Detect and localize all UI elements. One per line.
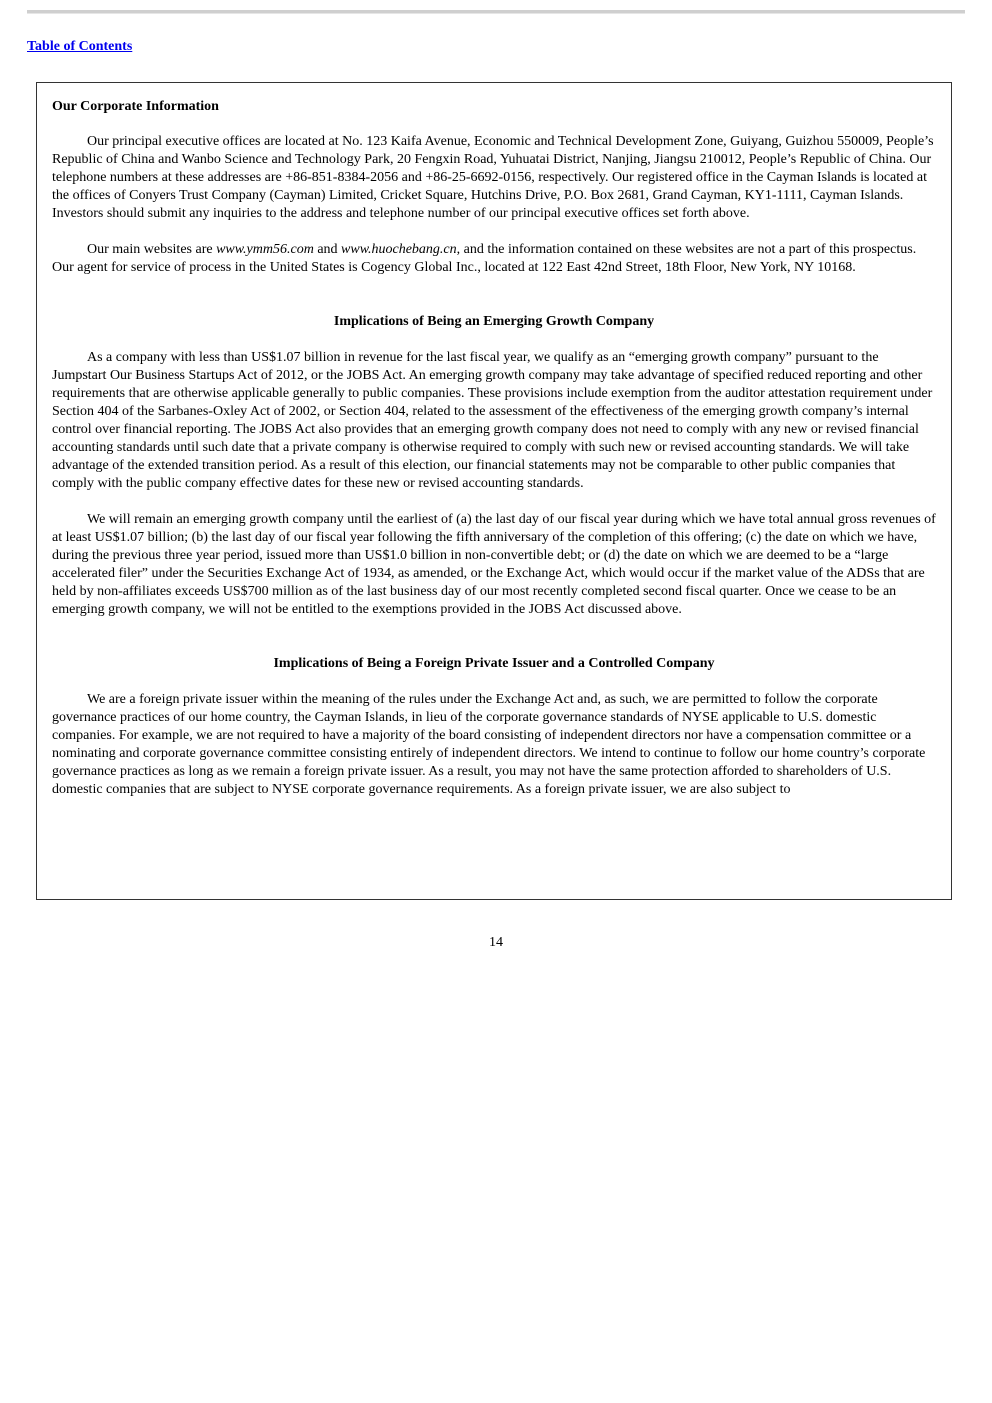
fpi-paragraph-1: We are a foreign private issuer within the meaning of the rules under the Exchange Act and, as such, we are permitted to follow the corporate governance practices of our home country, the Cayman Islands, in lieu of the corporate governance standards of NYSE applicable to U.S. domestic companies. For example, we are not required to have a majority of the board consisting of independent directors nor have a compensation committee or a nominating and corporate governance committee consisting entirely of independent directors. We intend to continue to follow our home country’s corporate governance practices as long as we remain a foreign private issuer. As a result, you may not have the same protection afforded to shareholders of U.S. domestic companies that are subject to NYSE corporate governance requirements. As a foreign private issuer, we are also subject to: [52, 692, 926, 797]
website-ymm56: www.ymm56.com: [216, 242, 314, 257]
egc-heading: Implications of Being an Emerging Growth Company: [333, 314, 655, 329]
corporate-info-paragraph-2: [52, 241, 936, 277]
corporate-info-heading: Our Corporate Information: [52, 99, 219, 114]
egc-paragraph-1: As a company with less than US$1.07 billion in revenue for the last fiscal year, we qualify as an “emerging growth company” pursuant to the Jumpstart Our Business Startups Act of 2012, or the JOBS Act. An emerging growth company may take advantage of specified reduced reporting and other requirements that are otherwise applicable generally to public companies. These provisions include exemption from the auditor attestation requirement under Section 404 of the Sarbanes-Oxley Act of 2002, or Section 404, related to the assessment of the effectiveness of the emerging growth company’s internal control over financial reporting. The JOBS Act also provides that an emerging growth company does not need to comply with any new or revised financial accounting standards until such date that a private company is otherwise required to comply with such new or revised accounting standards. We will take advantage of the extended transition period. As a result of this election, our financial statements may not be comparable to other public companies that comply with the public company effective dates for these new or revised accounting standards.: [52, 350, 933, 491]
table-of-contents-link[interactable]: Table of Contents: [27, 39, 133, 54]
corporate-info-paragraph-1: Our principal executive offices are located at No. 123 Kaifa Avenue, Economic and Technical Development Zone, Guiyang, Guizhou 550009, People’s Republic of China and Wanbo Science and Technology Park, 20 Fengxin Road, Yuhuatai District, Nanjing, Jiangsu 210012, People’s Republic of China. Our telephone numbers at these addresses are +86-851-8384-2056 and +86-25-6692-0156, respectively. Our registered office in the Cayman Islands is located at the offices of Conyers Trust Company (Cayman) Limited, Cricket Square, Hutchins Drive, P.O. Box 2681, Grand Cayman, KY1-1111, Cayman Islands. Investors should submit any inquiries to the address and telephone number of our principal executive offices set forth above.: [52, 134, 934, 221]
fpi-heading: Implications of Being a Foreign Private Issuer and a Controlled Company: [273, 656, 715, 671]
websites-text-1: Our main websites are: [87, 242, 217, 257]
websites-text-2: and: [313, 242, 342, 257]
egc-paragraph-2: We will remain an emerging growth company until the earliest of (a) the last day of our fiscal year during which we have total annual gross revenues of at least US$1.07 billion; (b) the last day of our fiscal year following the fifth anniversary of the completion of this offering; (c) the date on which we have, during the previous three year period, issued more than US$1.0 billion in non-convertible debt; or (d) the date on which we are deemed to be a “large accelerated filer” under the Securities Exchange Act of 1934, as amended, or the Exchange Act, which would occur if the market value of the ADSs that are held by non-affiliates exceeds US$700 million as of the last business day of our most recently completed second fiscal quarter. Once we cease to be an emerging growth company, we will not be entitled to the exemptions provided in the JOBS Act discussed above.: [52, 512, 936, 617]
websites-text-3: , and the information contained on these websites are not a part of this prospectus. Our agent for service of process in the United States is Cogency Global Inc., located at 122 East 42nd Street, 18th Floor, New York, NY 10168.: [52, 242, 917, 275]
website-huochebang: www.huochebang.cn: [341, 242, 457, 257]
page-number: 14: [489, 935, 503, 950]
top-divider: [27, 10, 965, 14]
summary-box: [36, 82, 952, 900]
